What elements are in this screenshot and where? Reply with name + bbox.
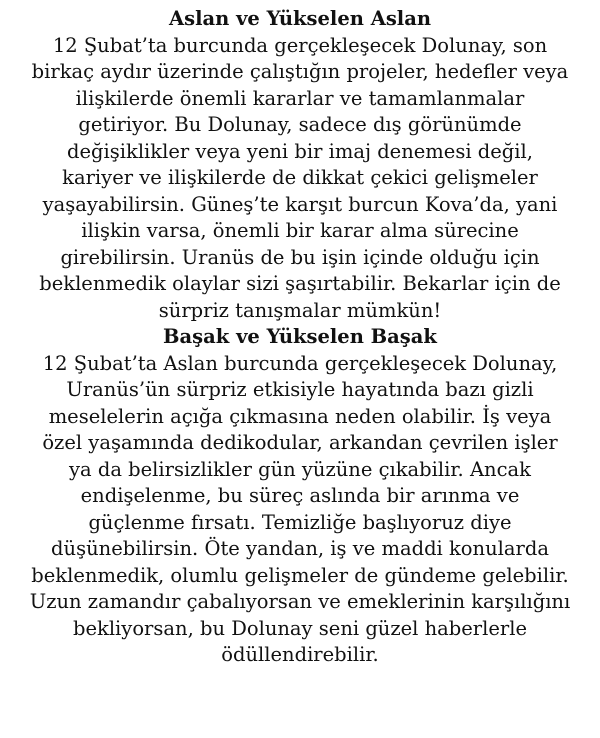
paragraph-line: ilişkin varsa, önemli bir karar alma sürecine <box>81 219 519 242</box>
section-body-basak <box>4 351 596 669</box>
section-title-basak: Başak ve Yükselen Başak <box>163 325 437 348</box>
paragraph-line: 12 Şubat’ta Aslan burcunda gerçekleşecek Dolunay, <box>42 351 558 375</box>
paragraph-line: beklenmedik, olumlu gelişmeler de gündeme gelebilir. <box>31 563 569 587</box>
paragraph-line: kariyer ve ilişkilerde de dikkat çekici gelişmeler <box>62 166 538 189</box>
paragraph-line: sürpriz tanışmalar mümkün! <box>158 298 442 322</box>
paragraph-line: ödüllendirebilir. <box>221 643 379 666</box>
paragraph-line: Uranüs’ün sürpriz etkisiyle hayatında bazı gizli <box>66 378 534 401</box>
paragraph-line: değişiklikler veya yeni bir imaj denemesi değil, <box>67 139 533 163</box>
paragraph-line: özel yaşamında dedikodular, arkandan çevrilen işler <box>42 431 558 454</box>
section-body-aslan <box>4 33 596 325</box>
paragraph-line: endişelenme, bu süreç aslında bir arınma ve <box>80 484 520 507</box>
paragraph-line: Uzun zamandır çabalıyorsan ve emeklerinin karşılığını <box>29 590 571 613</box>
paragraph-line: güçlenme fırsatı. Temizliğe başlıyoruz diye <box>88 510 512 534</box>
paragraph-line: 12 Şubat’ta burcunda gerçekleşecek Dolunay, son <box>52 33 548 57</box>
paragraph-line: girebilirsin. Uranüs de bu işin içinde olduğu için <box>60 245 540 269</box>
paragraph-line: beklenmedik olaylar sizi şaşırtabilir. Bekarlar için de <box>39 272 561 295</box>
paragraph-line: yaşayabilirsin. Güneş’te karşıt burcun Kova’da, yani <box>42 192 558 216</box>
paragraph-line: bekliyorsan, bu Dolunay seni güzel haberlerle <box>72 616 528 640</box>
paragraph-line: ilişkilerde önemli kararlar ve tamamlanmalar <box>75 86 525 110</box>
paragraph-line: meselelerin açığa çıkmasına neden olabilir. İş veya <box>48 404 552 428</box>
paragraph-line: düşünebilirsin. Öte yandan, iş ve maddi konularda <box>51 537 549 560</box>
paragraph-line: getiriyor. Bu Dolunay, sadece dış görünümde <box>78 113 522 136</box>
paragraph-line: ya da belirsizlikler gün yüzüne çıkabilir. Ancak <box>69 457 531 481</box>
section-title-aslan: Aslan ve Yükselen Aslan <box>168 7 432 30</box>
paragraph-line: birkaç aydır üzerinde çalıştığın projeler, hedefler veya <box>31 60 569 83</box>
